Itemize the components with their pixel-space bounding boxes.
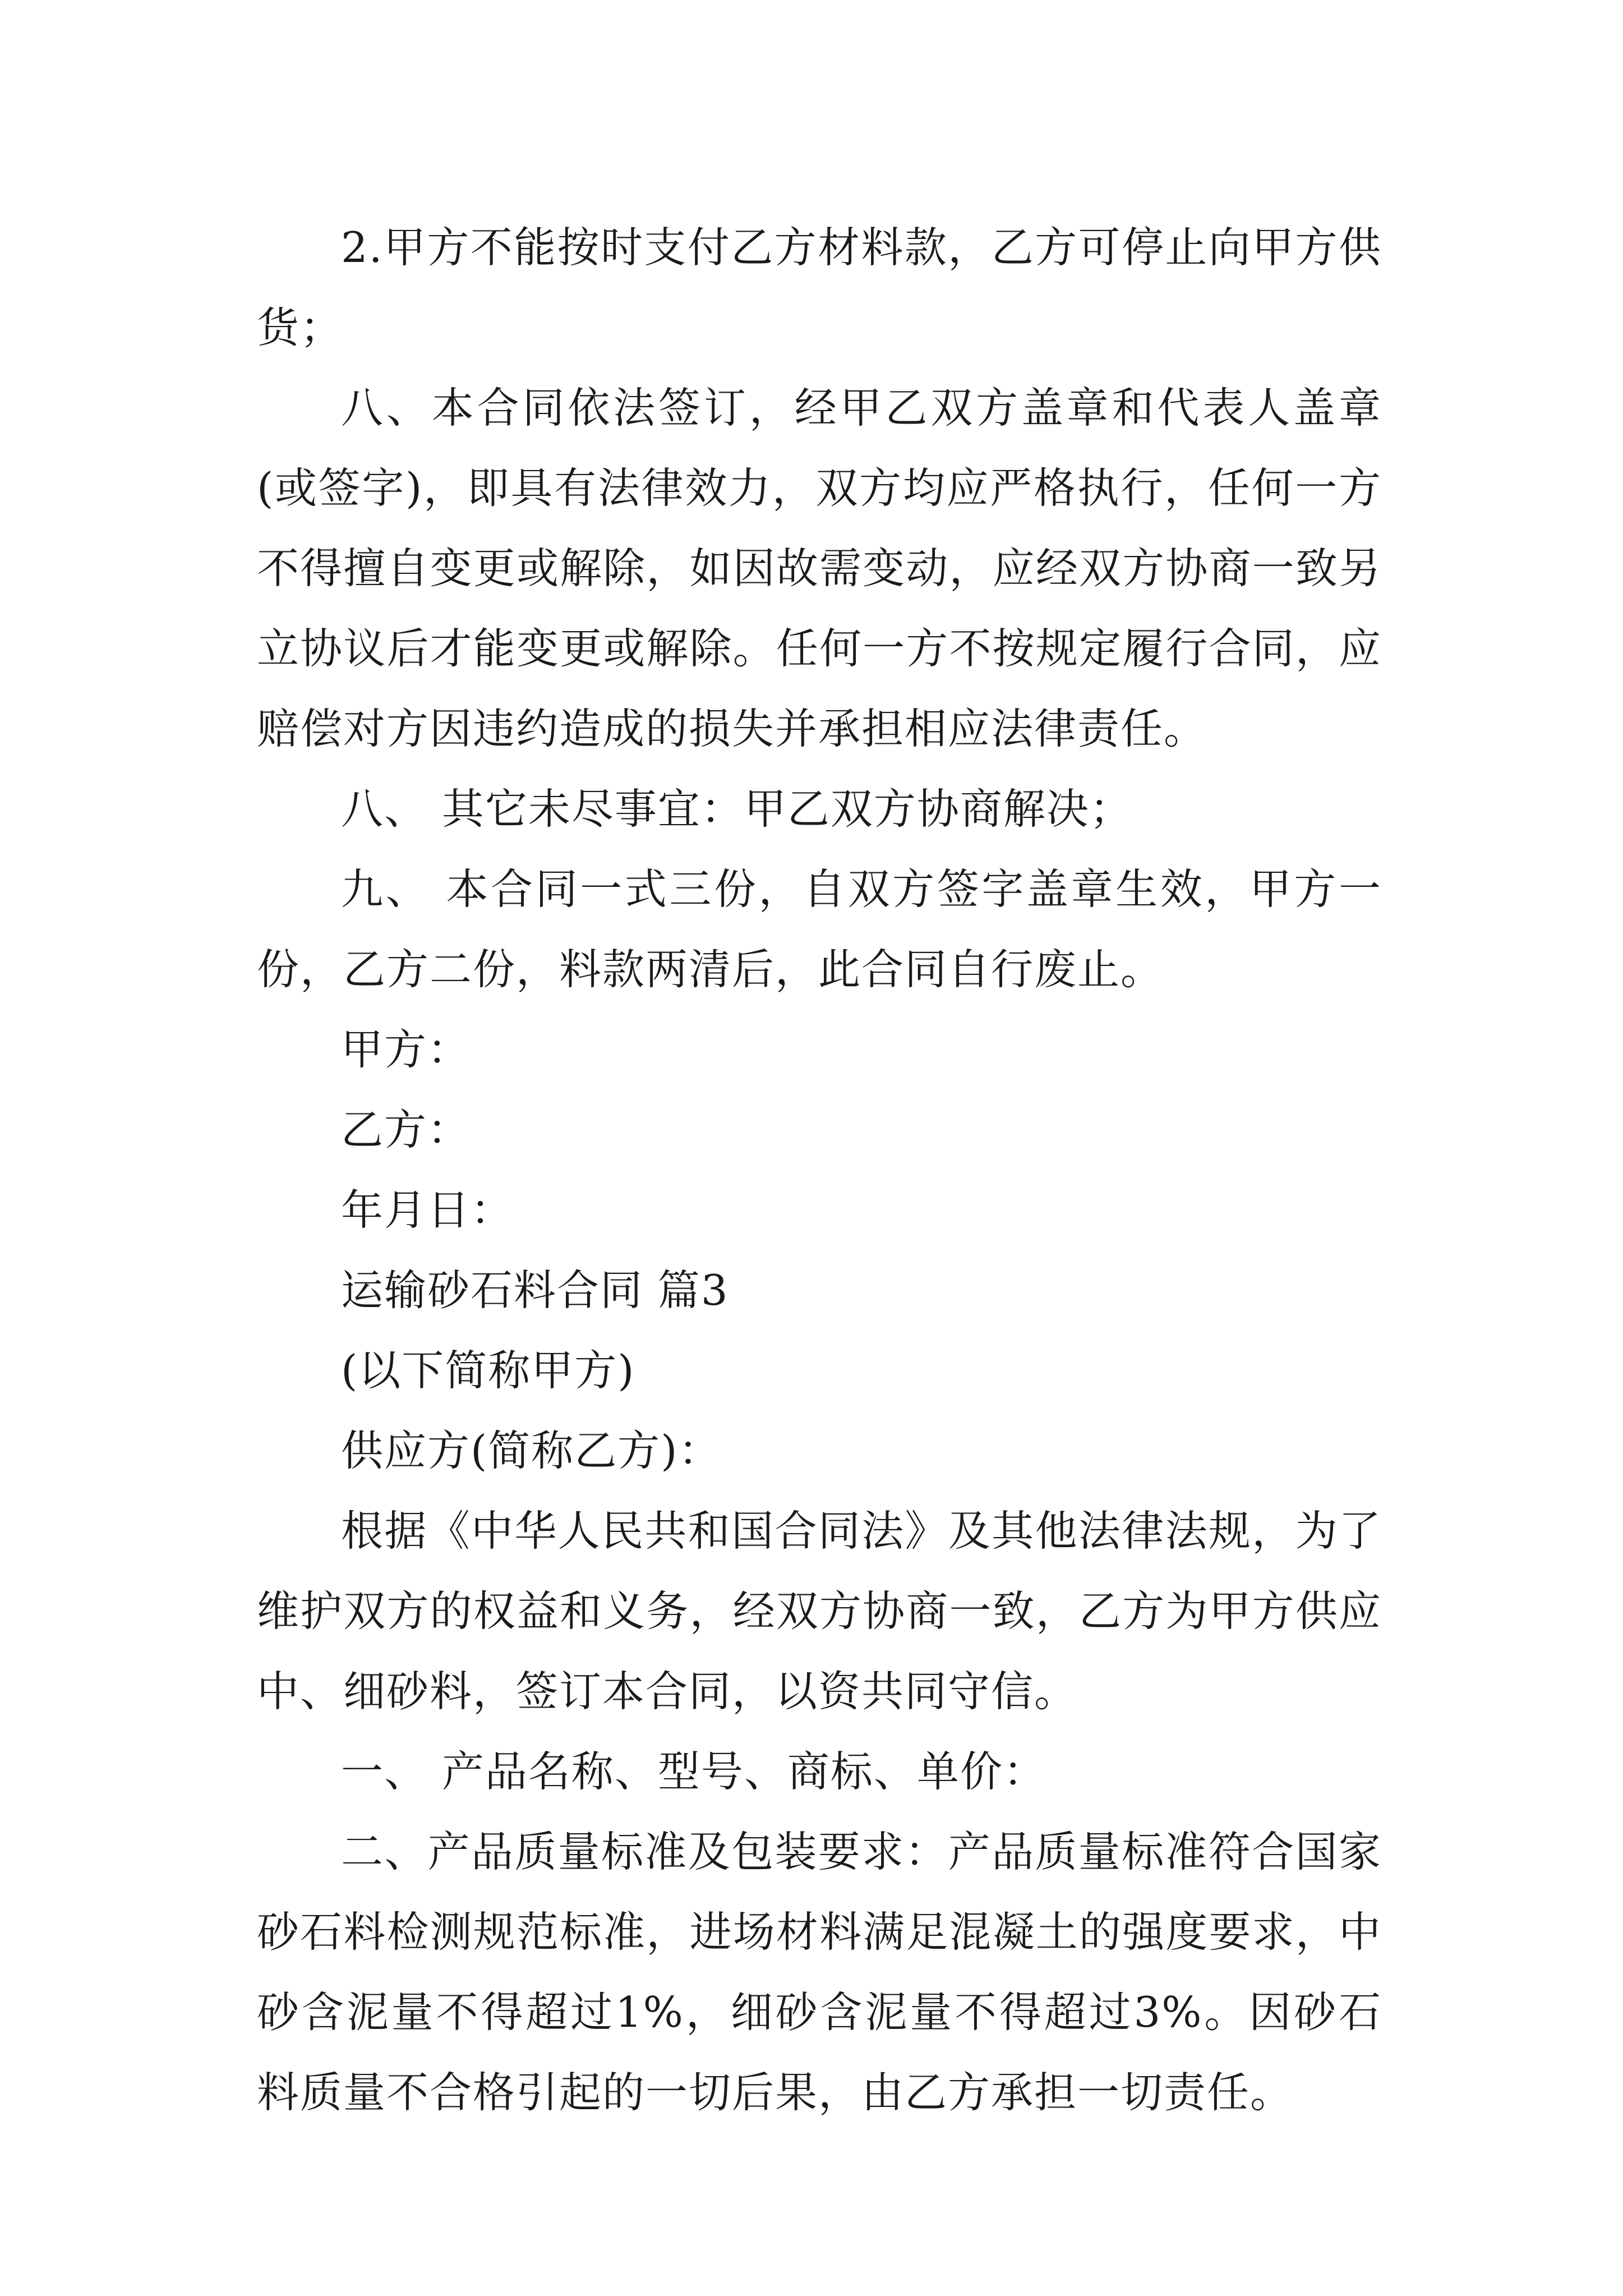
party-b-label: 乙方： <box>341 1105 471 1154</box>
paragraph-legal-effect-clause: 八、本合同依法签订，经甲乙双方盖章和代表人盖章(或签字)，即具有法律效力，双方均应严格执行，任何一方不得擅自变更或解除，如因故需变动，应经双方协商一致另立协议后才能变更或解除。任何一方不按规定履行合同，应赔偿对方因违约造成的损失并承担相应法律责任。 <box>257 383 1382 753</box>
paragraph-other-matters-clause: 八、 其它未尽事宜：甲乙双方协商解决； <box>341 784 1133 834</box>
date-label: 年月日： <box>341 1185 514 1235</box>
paragraph-payment-clause: 2.甲方不能按时支付乙方材料款，乙方可停止向甲方供货； <box>257 223 1382 352</box>
paragraph-quality-standard-clause: 二、产品质量标准及包装要求：产品质量标准符合国家砂石料检测规范标准，进场材料满足混凝土的强度要求，中砂含泥量不得超过1%，细砂含泥量不得超过3%。因砂石料质量不合格引起的一切后果，由乙方承担一切责任。 <box>257 1827 1382 2117</box>
section-title: 运输砂石料合同 篇3 <box>341 1266 729 1315</box>
document-body <box>257 208 1382 2133</box>
paragraph-product-name-clause: 一、 产品名称、型号、商标、单价： <box>341 1747 1046 1796</box>
party-a-label: 甲方： <box>341 1025 471 1074</box>
party-a-abbreviation: (以下简称甲方) <box>341 1346 635 1395</box>
paragraph-preamble: 根据《中华人民共和国合同法》及其他法律法规，为了维护双方的权益和义务，经双方协商一致，乙方为甲方供应中、细砂料，签订本合同，以资共同守信。 <box>257 1506 1382 1716</box>
paragraph-copies-clause: 九、 本合同一式三份，自双方签字盖章生效，甲方一份，乙方二份，料款两清后，此合同自行废止。 <box>257 864 1382 994</box>
supplier-abbreviation: 供应方(简称乙方)： <box>341 1426 722 1475</box>
